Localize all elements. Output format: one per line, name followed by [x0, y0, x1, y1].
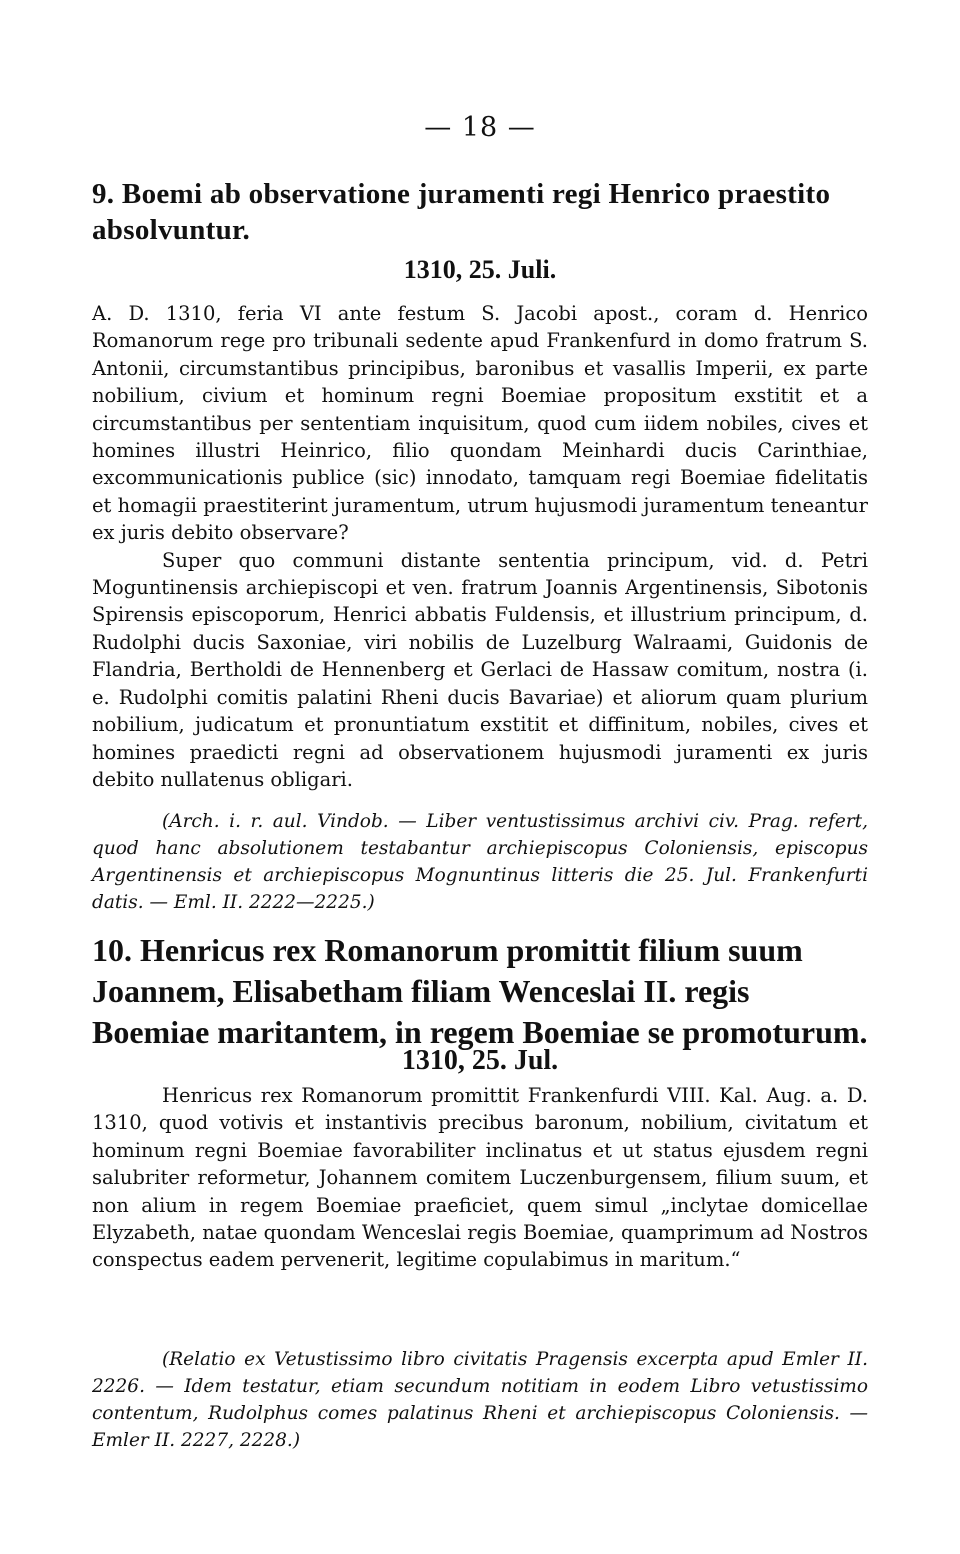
page-number: — 18 — — [424, 112, 536, 143]
document-10-body — [92, 1082, 868, 1274]
document-10-paragraph-1: Henricus rex Romanorum promittit Frankenfurdi VIII. Kal. Aug. a. D. 1310, quod votivis et instantivis precibus baronum, nobilium, civitatum et hominum regni Boemiae favorabiliter inclinatus et ut status ejusdem regni salubriter reformetur, Johannem comitem Luczenburgensem, filium suum, et non alium in regem Boemiae praeficiet, quem simul „inclytae domicellae Elyzabeth, natae quondam Wenceslai regis Boemiae, quamprimum ad Nostros conspectus eadem pervenerit, legitime copulabimus in maritum.“ — [92, 1084, 868, 1272]
document-10-note-text: (Relatio ex Vetustissimo libro civitatis Pragensis excerpta apud Emler II. 2226. — Idem testatur, etiam secundum notitiam in eodem Libro vetustissimo contentum, Rudolphus comes palatinus Rheni et archiepiscopus Coloniensis. — Emler II. 2227, 2228.) — [92, 1349, 868, 1451]
document-10-number: 10. — [92, 932, 132, 968]
document-9-heading — [92, 176, 868, 248]
document-10-source-note — [92, 1346, 868, 1454]
document-10-date: 1310, 25. Jul. — [401, 1045, 559, 1076]
document-9-number: 9. — [92, 178, 115, 210]
document-9-source-note — [92, 808, 868, 916]
document-9-paragraph-2: Super quo communi distante sententia principum, vid. d. Petri Moguntinensis archiepiscopi et ven. fratrum Joannis Argentinensis, Sibotonis Spirensis episcoporum, Henrici abbatis Fuldensis, et illustrium principum, d. Rudolphi ducis Saxoniae, viri nobilis de Luzelburg Walraami, Guidonis de Flandria, Bertholdi de Hennenberg et Gerlaci de Hassaw comitum, nostra (i. e. Rudolphi comitis palatini Rheni ducis Bavariae) et aliorum quam plurium nobilium, judicatum et pronuntiatum exstitit et diffinitum, nobiles, cives et homines praedicti regni ad observationem hujusmodi juramenti ex juris debito nullatenus obligari. — [92, 548, 868, 791]
document-9-body — [92, 300, 868, 793]
document-9-paragraph-1: A. D. 1310, feria VI ante festum S. Jacobi apost., coram d. Henrico Romanorum rege pro tribunali sedente apud Frankenfurd in domo fratrum S. Antonii, circumstantibus principibus, baronibus et vasallis Imperii, ex parte nobilium, civium et hominum regni Boemiae propositum exstitit et a circumstantibus per sententiam inquisitum, quod cum iidem nobiles, cives et homines illustri Heinrico, filio quondam Meinhardi ducis Carinthiae, excommunicationis publice (sic) innodato, tamquam regi Boemiae fidelitatis et homagii praestiterint juramentum, utrum hujusmodi juramentum teneantur ex juris debito observare? — [92, 302, 868, 545]
document-10-heading — [92, 930, 868, 1053]
document-10-title: Henricus rex Romanorum promittit filium suum Joannem, Elisabetham filiam Wenceslai II. regis Boemiae maritantem, in regem Boemiae se promoturum. — [92, 932, 868, 1050]
document-9-note-text: (Arch. i. r. aul. Vindob. — Liber ventustissimus archivi civ. Prag. refert, quod hanc absolutionem testabantur archiepiscopus Coloniensis, episcopus Argentinensis et archiepiscopus Mognuntinus litteris die 25. Jul. Frankenfurti datis. — Eml. II. 2222—2225.) — [92, 811, 868, 913]
document-9-date: 1310, 25. Juli. — [403, 255, 557, 284]
document-9-title: Boemi ab observatione juramenti regi Henrico praestito absolvuntur. — [92, 178, 831, 246]
